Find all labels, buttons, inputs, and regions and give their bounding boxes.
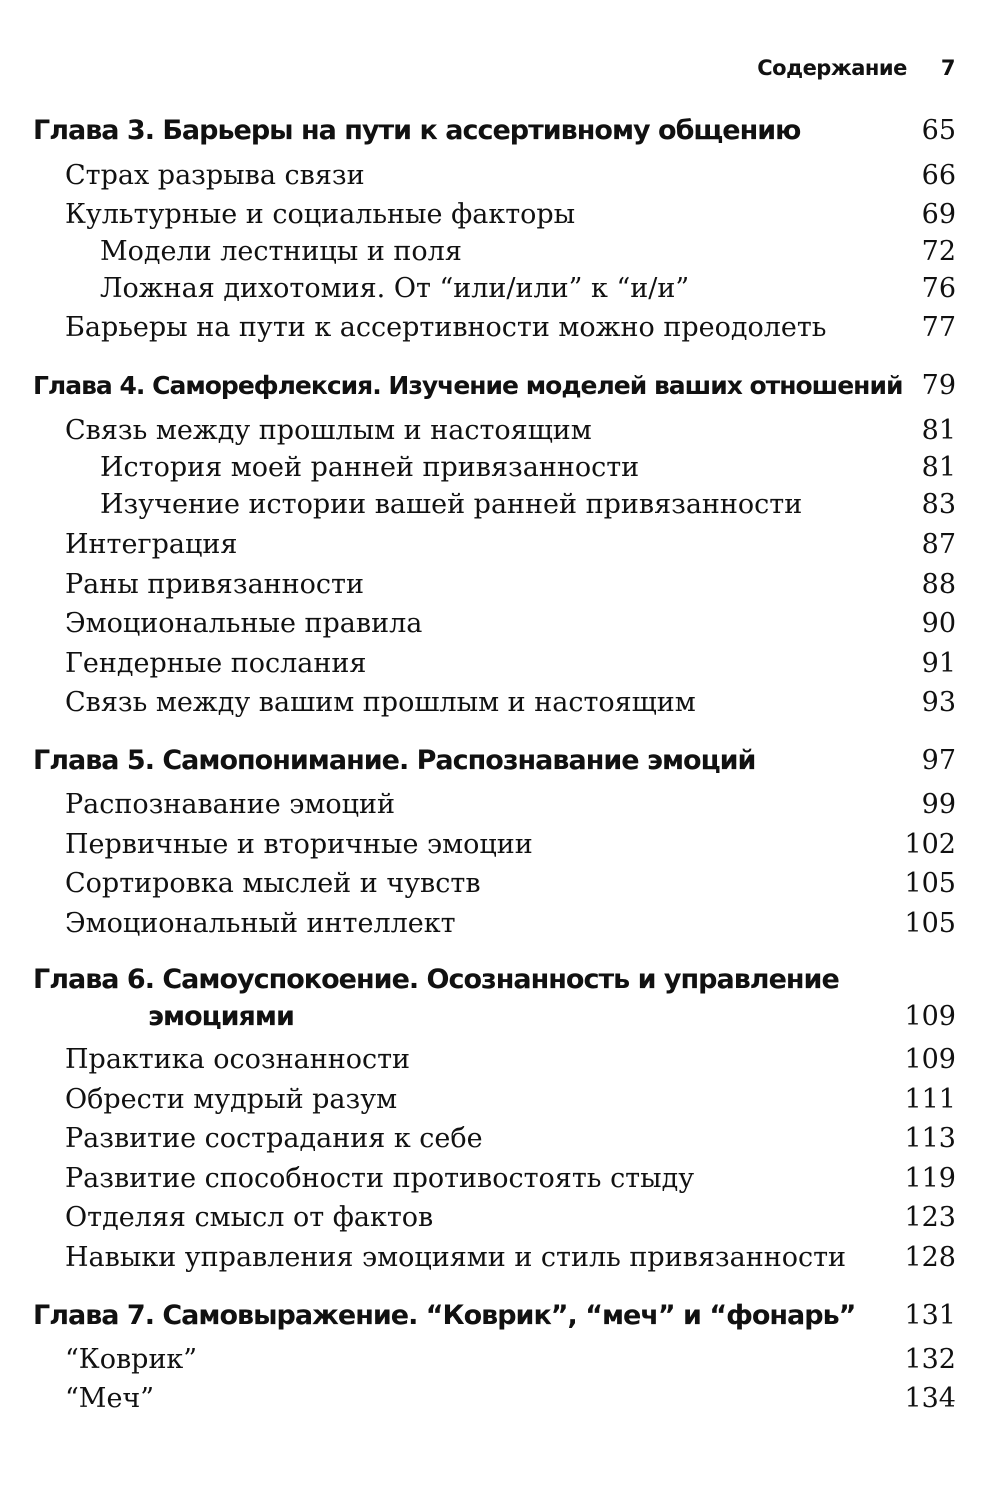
toc-entry-page: 81 — [921, 452, 956, 483]
toc-entry[interactable] — [0, 1159, 1000, 1199]
toc-entry-page: 97 — [921, 745, 956, 776]
toc-entry[interactable] — [0, 1040, 1000, 1080]
toc-entry-page: 83 — [921, 489, 956, 520]
toc-entry-title: Страх разрыва связи — [65, 160, 365, 191]
running-head-section: Содержание — [757, 56, 907, 80]
toc-entry[interactable] — [0, 1198, 1000, 1238]
toc-entry-page: 76 — [921, 273, 956, 304]
toc-entry-page: 65 — [921, 115, 956, 146]
toc-entry-page: 113 — [904, 1123, 956, 1154]
toc-entry-title-line1: Глава 6. Самоуспокоение. Осознанность и управление — [33, 964, 839, 995]
toc-entry[interactable] — [0, 565, 1000, 605]
toc-entry-page: 90 — [921, 608, 956, 639]
toc-entry-page: 134 — [904, 1383, 956, 1414]
toc-entry-page: 131 — [904, 1300, 956, 1331]
toc-entry-title: Гендерные послания — [65, 648, 367, 679]
toc-entry-title: Изучение истории вашей ранней привязанности — [100, 489, 803, 520]
toc-entry[interactable] — [0, 644, 1000, 684]
toc-entry-page: 99 — [921, 789, 956, 820]
toc-entry-page: 72 — [921, 236, 956, 267]
toc-entry-title: Эмоциональный интеллект — [65, 908, 456, 939]
toc-entry-title: Глава 4. Саморефлексия. Изучение моделей ваших отношений — [33, 371, 903, 400]
toc-entry-page: 88 — [921, 569, 956, 600]
toc-entry-page: 109 — [904, 1044, 956, 1075]
toc-entry[interactable] — [0, 825, 1000, 865]
toc-entry[interactable] — [0, 411, 1000, 451]
toc-entry-title: Связь между вашим прошлым и настоящим — [65, 687, 696, 718]
running-head-page-number: 7 — [940, 56, 955, 80]
toc-entry-page: 69 — [921, 199, 956, 230]
toc-entry-title: Практика осознанности — [65, 1044, 411, 1075]
toc-subentry[interactable] — [0, 269, 1000, 309]
toc-entry-page: 119 — [904, 1163, 956, 1194]
toc-entry[interactable] — [0, 156, 1000, 196]
toc-entry-page: 81 — [921, 415, 956, 446]
toc-chapter-3[interactable] — [0, 111, 1000, 151]
toc-entry[interactable] — [0, 904, 1000, 944]
toc-entry-title: Отделяя смысл от фактов — [65, 1202, 434, 1233]
toc-entry-title: Развитие способности противостоять стыду — [65, 1163, 695, 1194]
toc-entry-page: 93 — [921, 687, 956, 718]
toc-subentry[interactable] — [0, 232, 1000, 272]
toc-entry-page: 123 — [904, 1202, 956, 1233]
toc-entry-page: 128 — [904, 1242, 956, 1273]
toc-entry[interactable] — [0, 308, 1000, 348]
toc-entry-title: Раны привязанности — [65, 569, 364, 600]
toc-entry-title: “Коврик” — [65, 1344, 198, 1375]
toc-entry[interactable] — [0, 1379, 1000, 1419]
toc-entry[interactable] — [0, 785, 1000, 825]
toc-entry-page: 102 — [904, 829, 956, 860]
toc-entry-title: Эмоциональные правила — [65, 608, 423, 639]
toc-entry-title: Навыки управления эмоциями и стиль привязанности — [65, 1242, 847, 1273]
toc-entry[interactable] — [0, 1119, 1000, 1159]
toc-entry-page: 66 — [921, 160, 956, 191]
toc-subentry[interactable] — [0, 485, 1000, 525]
toc-chapter-4[interactable] — [0, 366, 1000, 406]
toc-entry-title: Первичные и вторичные эмоции — [65, 829, 533, 860]
toc-entry-title: Обрести мудрый разум — [65, 1084, 398, 1115]
toc-entry-title: Сортировка мыслей и чувств — [65, 868, 481, 899]
toc-entry-page: 109 — [904, 1001, 956, 1032]
toc-chapter-6[interactable] — [0, 961, 1000, 1041]
toc-entry-page: 132 — [904, 1344, 956, 1375]
toc-entry-title: Модели лестницы и поля — [100, 236, 462, 267]
toc-entry-page: 105 — [904, 908, 956, 939]
toc-entry-title: “Меч” — [65, 1383, 155, 1414]
toc-entry-title: Развитие сострадания к себе — [65, 1123, 483, 1154]
toc-entry[interactable] — [0, 525, 1000, 565]
toc-entry-title: Глава 3. Барьеры на пути к ассертивному общению — [33, 115, 801, 146]
toc-entry-page: 91 — [921, 648, 956, 679]
toc-entry-page: 79 — [921, 370, 956, 401]
toc-entry-page: 77 — [921, 312, 956, 343]
toc-chapter-7[interactable] — [0, 1296, 1000, 1336]
toc-chapter-5[interactable] — [0, 741, 1000, 781]
toc-entry[interactable] — [0, 683, 1000, 723]
toc-entry-page: 105 — [904, 868, 956, 899]
toc-entry-title: Связь между прошлым и настоящим — [65, 415, 592, 446]
toc-entry-title: История моей ранней привязанности — [100, 452, 640, 483]
toc-entry-title-line2: эмоциями — [148, 1001, 294, 1032]
toc-entry-page: 111 — [904, 1084, 956, 1115]
toc-entry[interactable] — [0, 1340, 1000, 1380]
toc-entry-title: Глава 7. Самовыражение. “Коврик”, “меч” и “фонарь” — [33, 1300, 856, 1331]
toc-entry-title: Интеграция — [65, 529, 238, 560]
toc-entry-title: Культурные и социальные факторы — [65, 199, 576, 230]
toc-entry-title: Глава 5. Самопонимание. Распознавание эмоций — [33, 745, 756, 776]
toc-entry-title: Барьеры на пути к ассертивности можно преодолеть — [65, 312, 827, 343]
toc-entry[interactable] — [0, 864, 1000, 904]
toc-entry-title: Ложная дихотомия. От “или/или” к “и/и” — [100, 273, 690, 304]
toc-subentry[interactable] — [0, 448, 1000, 488]
toc-entry-title: Распознавание эмоций — [65, 789, 396, 820]
toc-entry-page: 87 — [921, 529, 956, 560]
toc-entry[interactable] — [0, 1238, 1000, 1278]
toc-entry-title — [33, 961, 839, 1035]
toc-entry[interactable] — [0, 195, 1000, 235]
toc-entry[interactable] — [0, 604, 1000, 644]
toc-entry[interactable] — [0, 1080, 1000, 1120]
